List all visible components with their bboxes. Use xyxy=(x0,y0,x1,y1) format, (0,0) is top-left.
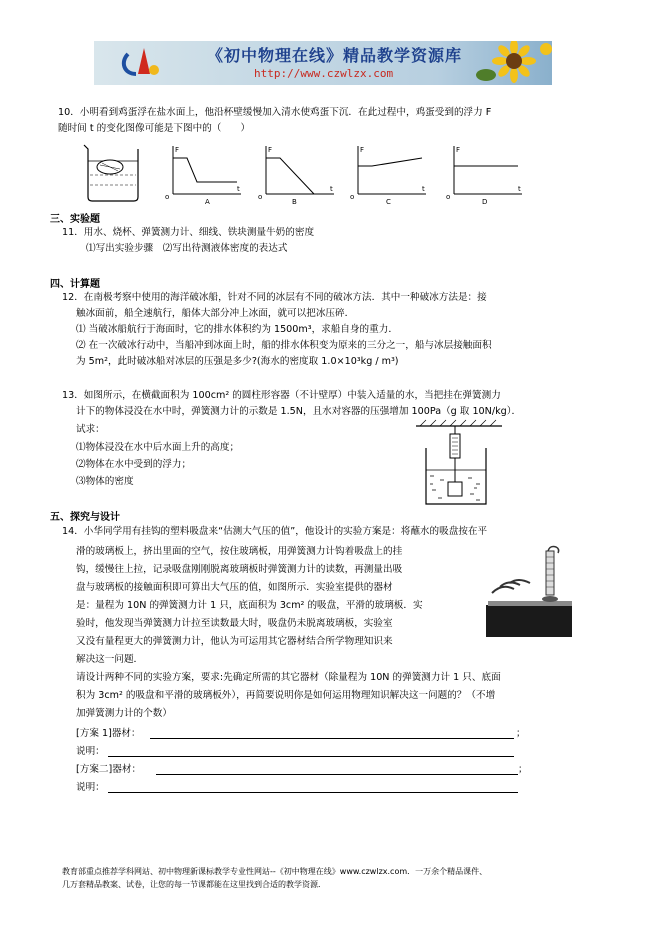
section3-heading: 三、实验题 xyxy=(50,214,100,225)
graph-d-origin: o xyxy=(446,193,451,201)
graph-a-axis-t: t xyxy=(237,185,240,193)
graph-d xyxy=(446,144,526,206)
graph-a xyxy=(165,144,245,206)
q14-line7: 又没有量程更大的弹簧测力计，他认为可运用其它器材结合所学物理知识来 xyxy=(76,636,393,647)
graph-a-axis-f: F xyxy=(175,146,180,154)
q12-line3: ⑴ 当破冰船航行于海面时，它的排水体积约为 1500m³，求船自身的重力． xyxy=(76,324,398,335)
site-logo xyxy=(114,44,174,82)
q14-line3: 钩，缓慢往上拉，记录吸盘刚刚脱离玻璃板时弹簧测力计的读数，再测量出吸 xyxy=(76,564,403,575)
graph-d-axis-f: F xyxy=(456,146,461,154)
graph-b-origin: o xyxy=(258,193,263,201)
q14-line4: 盘与玻璃板的接触面积即可算出大气压的值，如图所示．实验室提供的器材 xyxy=(76,582,393,593)
footer-line2: 几万套精品教案、试卷，让您的每一节课都能在这里找到合适的教学资源． xyxy=(62,880,326,889)
q13-line5: ⑵物体在水中受到的浮力； xyxy=(76,459,192,470)
graph-b-label: B xyxy=(292,198,297,206)
section5-heading: 五、探究与设计 xyxy=(50,512,120,523)
graph-a-label: A xyxy=(205,198,210,206)
plan2-explain-blank[interactable] xyxy=(108,792,518,793)
banner-title: 《初中物理在线》精品教学资源库 xyxy=(207,46,463,65)
plan2-materials-blank[interactable] xyxy=(156,774,518,775)
graph-b-axis-f: F xyxy=(268,146,273,154)
plan1-semicolon: ； xyxy=(516,728,526,739)
plan2-semicolon: ； xyxy=(518,764,528,775)
graph-c-label: C xyxy=(386,198,391,206)
q14-line5: 是：量程为 10N 的弹簧测力计 1 只，底面积为 3cm² 的吸盘，平滑的玻璃板．实 xyxy=(76,600,423,611)
q14-line11: 加弹簧测力计的个数） xyxy=(76,708,172,719)
graph-d-label: D xyxy=(482,198,488,206)
section4-heading: 四、计算题 xyxy=(50,279,100,290)
beaker-egg-figure xyxy=(80,141,150,205)
q12-line2: 触冰面前，船全速航行，船体大部分冲上冰面，就可以把冰压碎． xyxy=(76,308,355,319)
q14-line1: 14．小华同学用有挂钩的塑料吸盘来“估测大气压的值”，他设计的实验方案是：将蘸水的吸盘按在平 xyxy=(62,526,488,537)
sunflower-image xyxy=(474,41,552,85)
footer-line1: 教育部重点推荐学科网站、初中物理新课标教学专业性网站--《初中物理在线》www.czwlzx.com．一万余个精品课件、 xyxy=(62,867,488,876)
plan1-explain-label: 说明： xyxy=(76,746,105,757)
q14-line8: 解决这一问题． xyxy=(76,654,144,665)
graph-a-origin: o xyxy=(165,193,170,201)
q12-line5: 为 5m²，此时破冰船对冰层的压强是多少?(海水的密度取 1.0×10³kg / m³) xyxy=(76,356,399,367)
graph-b-axis-t: t xyxy=(330,185,333,193)
plan1-label: [方案 1]器材： xyxy=(76,728,141,739)
q10-line1: 10．小明看到鸡蛋浮在盐水面上，他沿杯壁缓慢加入清水使鸡蛋下沉．在此过程中，鸡蛋受到的浮力 F xyxy=(58,107,492,118)
graph-c xyxy=(350,144,430,206)
q13-line6: ⑶物体的密度 xyxy=(76,476,134,487)
q13-line4: ⑴物体浸没在水中后水面上升的高度； xyxy=(76,442,240,453)
q11-line1: 11．用水、烧杯、弹簧测力计、细线、铁块测量牛奶的密度 xyxy=(62,227,315,238)
q13-line2: 计下的物体浸没在水中时，弹簧测力计的示数是 1.5N，且水对容器的压强增加 100Pa（g 取 10N/kg）． xyxy=(76,406,522,417)
q12-line4: ⑵ 在一次破冰行动中，当船冲到冰面上时，船的排水体积变为原来的三分之一，船与冰层接触面积 xyxy=(76,340,492,351)
plan1-materials-blank[interactable] xyxy=(150,738,514,739)
graph-c-axis-f: F xyxy=(360,146,365,154)
q13-line3: 试求： xyxy=(76,424,105,435)
plan2-label: [方案二]器材： xyxy=(76,764,142,775)
graph-b xyxy=(258,144,338,206)
q14-line2: 滑的玻璃板上，挤出里面的空气，按住玻璃板，用弹簧测力计钩着吸盘上的挂 xyxy=(76,546,403,557)
container-spring-scale-figure xyxy=(410,420,505,508)
q10-line2: 随时间 t 的变化图像可能是下图中的（ ） xyxy=(58,123,251,134)
suction-cup-photo xyxy=(486,543,572,637)
q11-line2: ⑴写出实验步骤 ⑵写出待测液体密度的表达式 xyxy=(86,243,288,254)
graph-d-axis-t: t xyxy=(518,185,521,193)
q12-line1: 12．在南极考察中使用的海洋破冰船，针对不同的冰层有不同的破冰方法．其中一种破冰方法是：接 xyxy=(62,292,487,303)
q14-line10: 积为 3cm² 的吸盘和平滑的玻璃板外），再简要说明你是如何运用物理知识解决这一问题的？（不增 xyxy=(76,690,496,701)
header-banner xyxy=(94,41,552,85)
q13-line1: 13．如图所示，在横截面积为 100cm² 的圆柱形容器（不计壁厚）中装入适量的水，当把挂在弹簧测力 xyxy=(62,390,501,401)
q14-line6: 验时，他发现当弹簧测力计拉至读数最大时，吸盘仍未脱离玻璃板，实验室 xyxy=(76,618,393,629)
q14-line9: 请设计两种不同的实验方案，要求:先确定所需的其它器材（除量程为 10N 的弹簧测力计 1 只、底面 xyxy=(76,672,501,683)
banner-url: http://www.czwlzx.com xyxy=(254,67,394,80)
graph-c-origin: o xyxy=(350,193,355,201)
graph-c-axis-t: t xyxy=(422,185,425,193)
plan2-explain-label: 说明： xyxy=(76,782,105,793)
plan1-explain-blank[interactable] xyxy=(108,756,514,757)
